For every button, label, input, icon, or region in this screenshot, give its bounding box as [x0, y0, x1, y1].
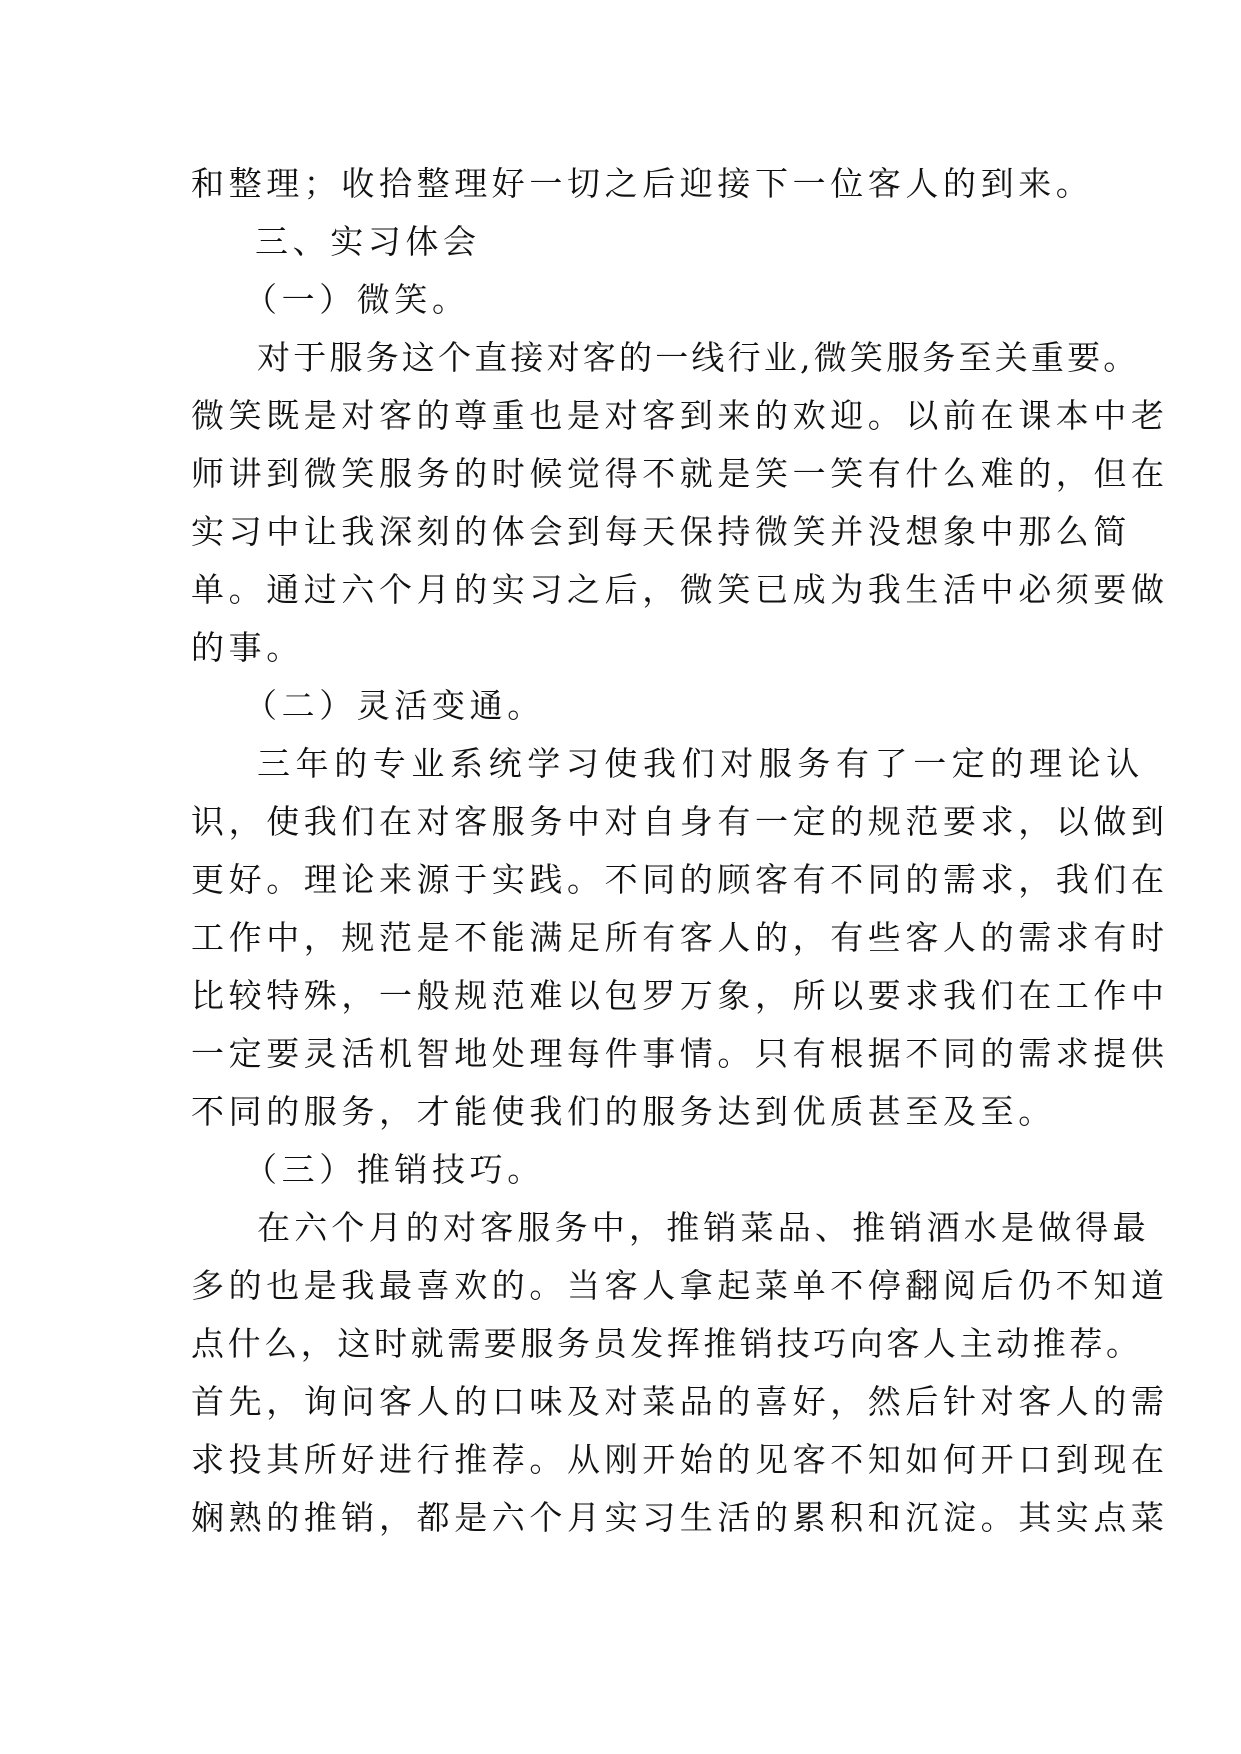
- paragraph-line: 实习中让我深刻的体会到每天保持微笑并没想象中那么简: [191, 512, 1131, 551]
- paragraph-line: 娴熟的推销，都是六个月实习生活的累积和沉淀。其实点菜: [191, 1498, 1169, 1537]
- subsection-heading: （一）微笑。: [244, 280, 470, 319]
- subsection-heading: （二）灵活变通。: [244, 686, 545, 725]
- paragraph-line: 单。通过六个月的实习之后，微笑已成为我生活中必须要做: [191, 570, 1169, 609]
- paragraph-line: 点什么，这时就需要服务员发挥推销技巧向客人主动推荐。: [191, 1324, 1143, 1363]
- paragraph-line: 对于服务这个直接对客的一线行业,微笑服务至关重要。: [257, 338, 1140, 377]
- paragraph-line: 工作中，规范是不能满足所有客人的，有些客人的需求有时: [191, 918, 1169, 957]
- paragraph-line: 三年的专业系统学习使我们对服务有了一定的理论认: [257, 744, 1145, 783]
- paragraph-line: 一定要灵活机智地处理每件事情。只有根据不同的需求提供: [191, 1034, 1169, 1073]
- paragraph-line: 首先，询问客人的口味及对菜品的喜好，然后针对客人的需: [191, 1382, 1169, 1421]
- subsection-heading: （三）推销技巧。: [244, 1150, 545, 1189]
- paragraph-line: 和整理；收拾整理好一切之后迎接下一位客人的到来。: [191, 164, 1094, 203]
- paragraph-line: 的事。: [191, 628, 304, 667]
- paragraph-line: 不同的服务，才能使我们的服务达到优质甚至及至。: [191, 1092, 1056, 1131]
- paragraph-line: 多的也是我最喜欢的。当客人拿起菜单不停翻阅后仍不知道: [191, 1266, 1169, 1305]
- paragraph-line: 求投其所好进行推荐。从刚开始的见客不知如何开口到现在: [191, 1440, 1169, 1479]
- paragraph-line: 微笑既是对客的尊重也是对客到来的欢迎。以前在课本中老: [191, 396, 1169, 435]
- paragraph-line: 比较特殊，一般规范难以包罗万象，所以要求我们在工作中: [191, 976, 1169, 1015]
- paragraph-line: 识，使我们在对客服务中对自身有一定的规范要求，以做到: [191, 802, 1169, 841]
- paragraph-line: 师讲到微笑服务的时候觉得不就是笑一笑有什么难的，但在: [191, 454, 1169, 493]
- paragraph-line: 更好。理论来源于实践。不同的顾客有不同的需求，我们在: [191, 860, 1169, 899]
- section-heading: 三、实习体会: [255, 222, 481, 261]
- paragraph-line: 在六个月的对客服务中，推销菜品、推销酒水是做得最: [257, 1208, 1150, 1247]
